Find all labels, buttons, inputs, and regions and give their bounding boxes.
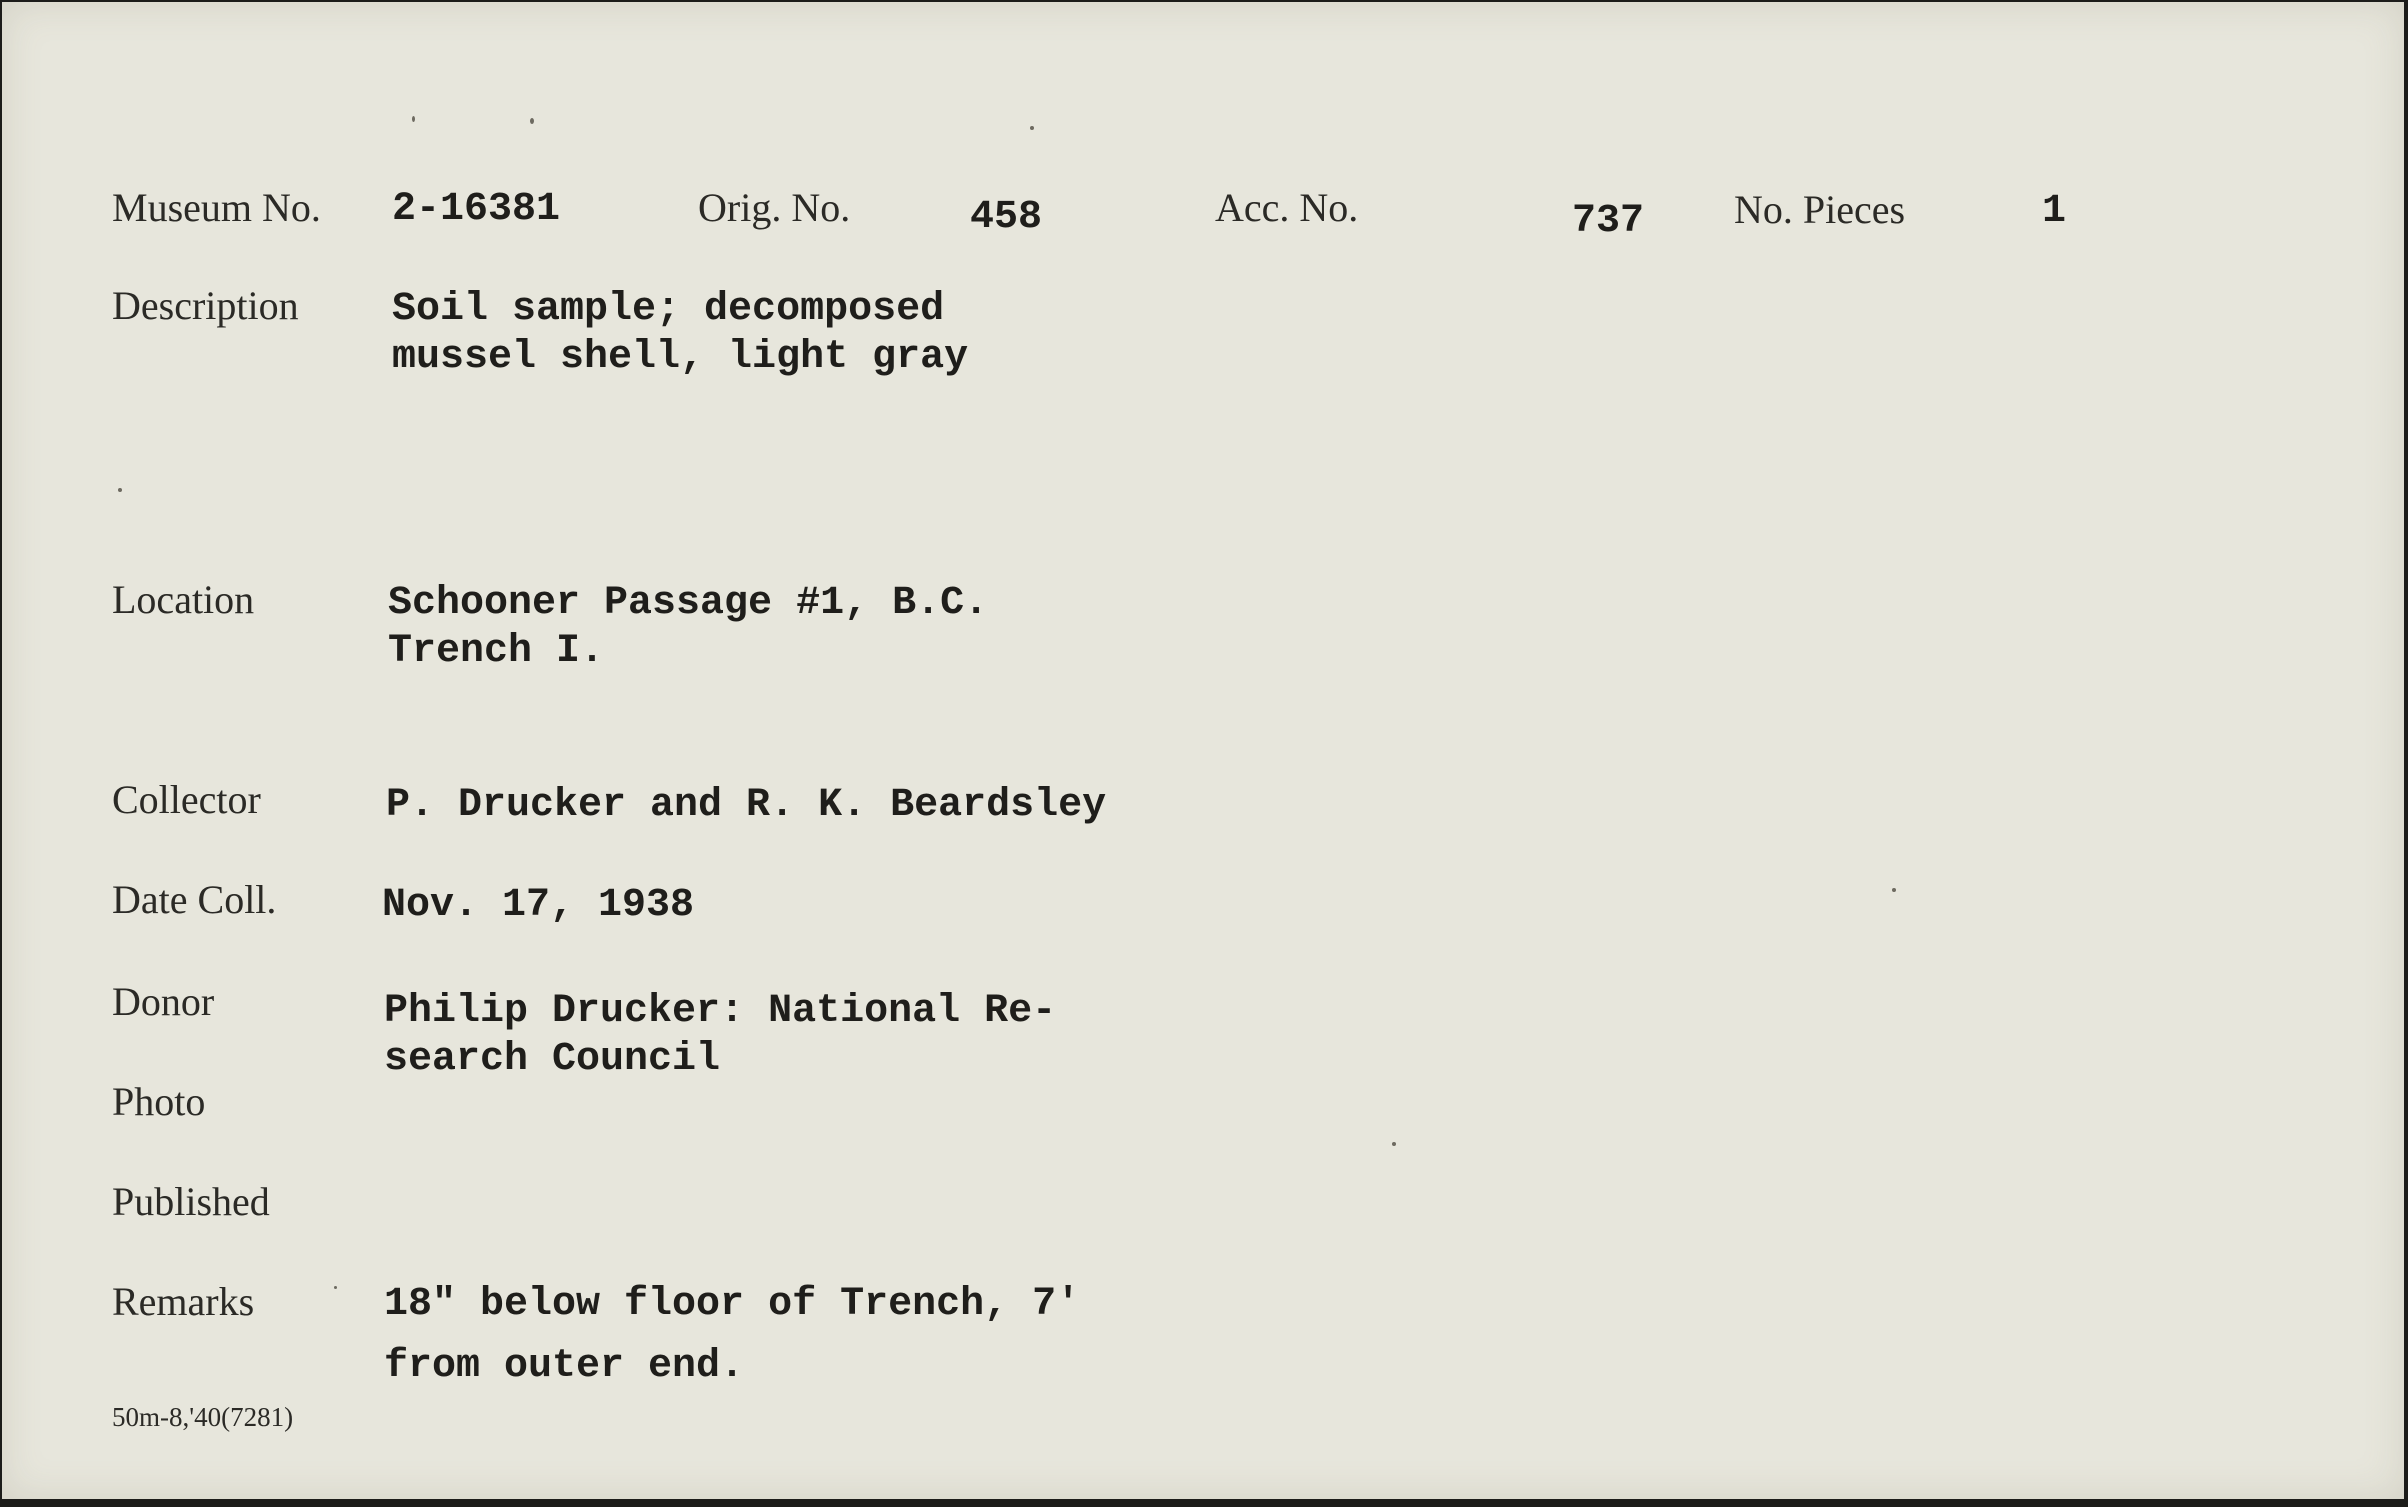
description-value — [392, 286, 968, 382]
remarks-label: Remarks — [112, 1279, 255, 1324]
location-line-2: Trench I. — [388, 629, 605, 674]
print-code: 50m-8,'40(7281) — [112, 1402, 294, 1432]
donor-label: Donor — [112, 979, 215, 1024]
photo-label: Photo — [112, 1079, 206, 1124]
catalog-card — [2, 2, 2404, 1499]
orig-no-value: 458 — [970, 195, 1043, 240]
remarks-line-1: 18" below floor of Trench, 7' — [384, 1282, 1081, 1327]
location-value — [388, 580, 988, 676]
orig-no-label: Orig. No. — [698, 185, 851, 230]
museum-no-value: 2-16381 — [392, 187, 561, 232]
date-coll-label: Date Coll. — [112, 877, 277, 922]
description-line-1: Soil sample; decomposed — [392, 287, 945, 332]
donor-line-1: Philip Drucker: National Re- — [384, 989, 1057, 1034]
paper-speck — [334, 1286, 337, 1289]
description-label: Description — [112, 283, 299, 328]
remarks-value — [384, 1274, 1080, 1398]
date-coll-value: Nov. 17, 1938 — [382, 883, 695, 928]
paper-speck — [1030, 126, 1034, 130]
paper-speck — [1892, 888, 1896, 892]
paper-speck — [1392, 1142, 1396, 1146]
donor-line-2: search Council — [384, 1037, 721, 1082]
paper-speck — [530, 118, 534, 124]
acc-no-label: Acc. No. — [1215, 185, 1359, 230]
acc-no-value: 737 — [1572, 199, 1645, 244]
location-label: Location — [112, 577, 255, 622]
published-label: Published — [112, 1179, 270, 1224]
paper-speck — [412, 116, 415, 122]
no-pieces-label: No. Pieces — [1734, 187, 1906, 232]
remarks-line-2: from outer end. — [384, 1344, 745, 1389]
description-line-2: mussel shell, light gray — [392, 335, 969, 380]
museum-no-label: Museum No. — [112, 185, 321, 230]
paper-speck — [118, 488, 122, 492]
collector-value: P. Drucker and R. K. Beardsley — [386, 783, 1107, 828]
donor-value — [384, 988, 1056, 1084]
collector-label: Collector — [112, 777, 261, 822]
location-line-1: Schooner Passage #1, B.C. — [388, 581, 989, 626]
no-pieces-value: 1 — [2042, 189, 2067, 234]
